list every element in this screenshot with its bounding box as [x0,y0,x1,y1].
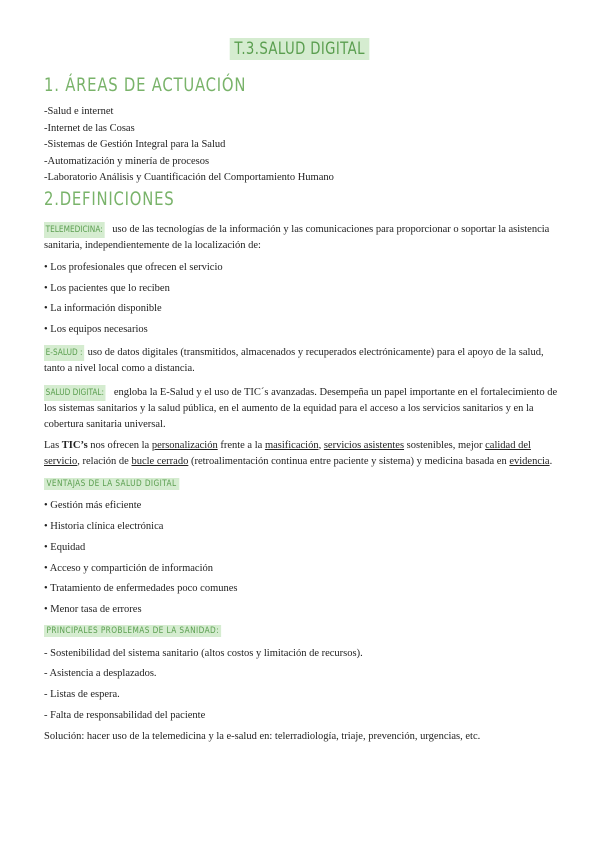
list-item: -Sistemas de Gestión Integral para la Salud [44,139,226,150]
text-fragment: , [318,440,324,451]
underlined-term: masificación [264,440,319,451]
list-item: - Falta de responsabilidad del paciente [44,710,206,721]
list-item: • Menor tasa de errores [44,604,142,615]
list-item: -Laboratorio Análisis y Cuantificación del Comportamiento Humano [44,172,334,183]
list-item: - Sostenibilidad del sistema sanitario (altos costos y limitación de recursos). [44,648,363,659]
saluddigital-paragraph [44,385,564,433]
list-item: • Tratamiento de enfermedades poco comunes [44,583,238,594]
list-item: • Equidad [44,542,86,553]
tics-paragraph [44,438,564,470]
areas-list [44,104,334,187]
term-esalud: E-SALUD : [44,345,84,361]
list-item: -Automatización y minería de procesos [44,155,210,167]
text-fragment: . [549,456,553,467]
list-item: -Salud e internet [44,106,114,117]
term-saluddigital: SALUD DIGITAL: [44,385,106,401]
underlined-term: calidad del servicio [44,440,531,467]
text-fragment: Las [44,440,62,451]
text-fragment: , relación de [77,456,132,467]
text-fragment: frente a la [217,440,265,451]
section-heading-definiciones: 2.DEFINICIONES [44,188,175,210]
section-heading-areas: 1. ÁREAS DE ACTUACIÓN [44,74,247,96]
telemedicina-paragraph [44,222,564,254]
underlined-term: bucle cerrado [131,456,189,467]
underlined-term: evidencia [509,456,550,467]
underlined-term: personalización [151,440,218,451]
telemedicina-text: uso de las tecnologías de la información y las comunicaciones para proporcionar o soportar la asistencia sanitaria, independientemente de la localización de: [44,224,550,251]
list-item: • Historia clínica electrónica [44,521,164,532]
solucion-text: Solución: hacer uso de la telemedicina y la e-salud en: telerradiología, triaje, prevención, urgencias, etc. [44,731,481,742]
text-fragment: nos ofrecen la [87,440,152,451]
esalud-text: uso de datos digitales (transmitidos, almacenados y recuperados electrónicamente) para el apoyo de la salud, tanto a nivel local como a distancia. [44,347,544,374]
esalud-paragraph [44,345,564,377]
list-item: - Asistencia a desplazados. [44,668,157,679]
underlined-term: servicios asistentes [323,440,405,451]
list-item: • Los profesionales que ofrecen el servicio [44,262,223,273]
saluddigital-text: engloba la E-Salud y el uso de TIC´s avanzadas. Desempeña un papel importante en el fortalecimiento de los sistemas sanitarios y la salud pública, en el aumento de la equidad para el acceso a los servicios sanitarios y en la cobertura sanitaria universal. [44,387,558,430]
tics-bold: TIC’s [61,440,88,451]
problemas-heading: PRINCIPALES PROBLEMAS DE LA SANIDAD: [44,625,222,637]
title-wrap [0,38,600,60]
list-item: • Los pacientes que lo reciben [44,283,170,294]
page-title: T.3.SALUD DIGITAL [230,38,370,60]
list-item: -Internet de las Cosas [44,122,135,134]
list-item: • La información disponible [44,303,162,314]
list-item: • Acceso y compartición de información [44,563,213,574]
list-item: • Los equipos necesarios [44,324,148,335]
list-item: - Listas de espera. [44,689,120,700]
term-telemedicina: TELEMEDICINA: [44,222,104,238]
list-item: • Gestión más eficiente [44,500,142,511]
text-fragment: (retroalimentación continua entre paciente y sistema) y medicina basada en [188,456,510,467]
ventajas-heading: VENTAJAS DE LA SALUD DIGITAL [44,478,179,490]
text-fragment: sostenibles, mejor [404,440,486,451]
